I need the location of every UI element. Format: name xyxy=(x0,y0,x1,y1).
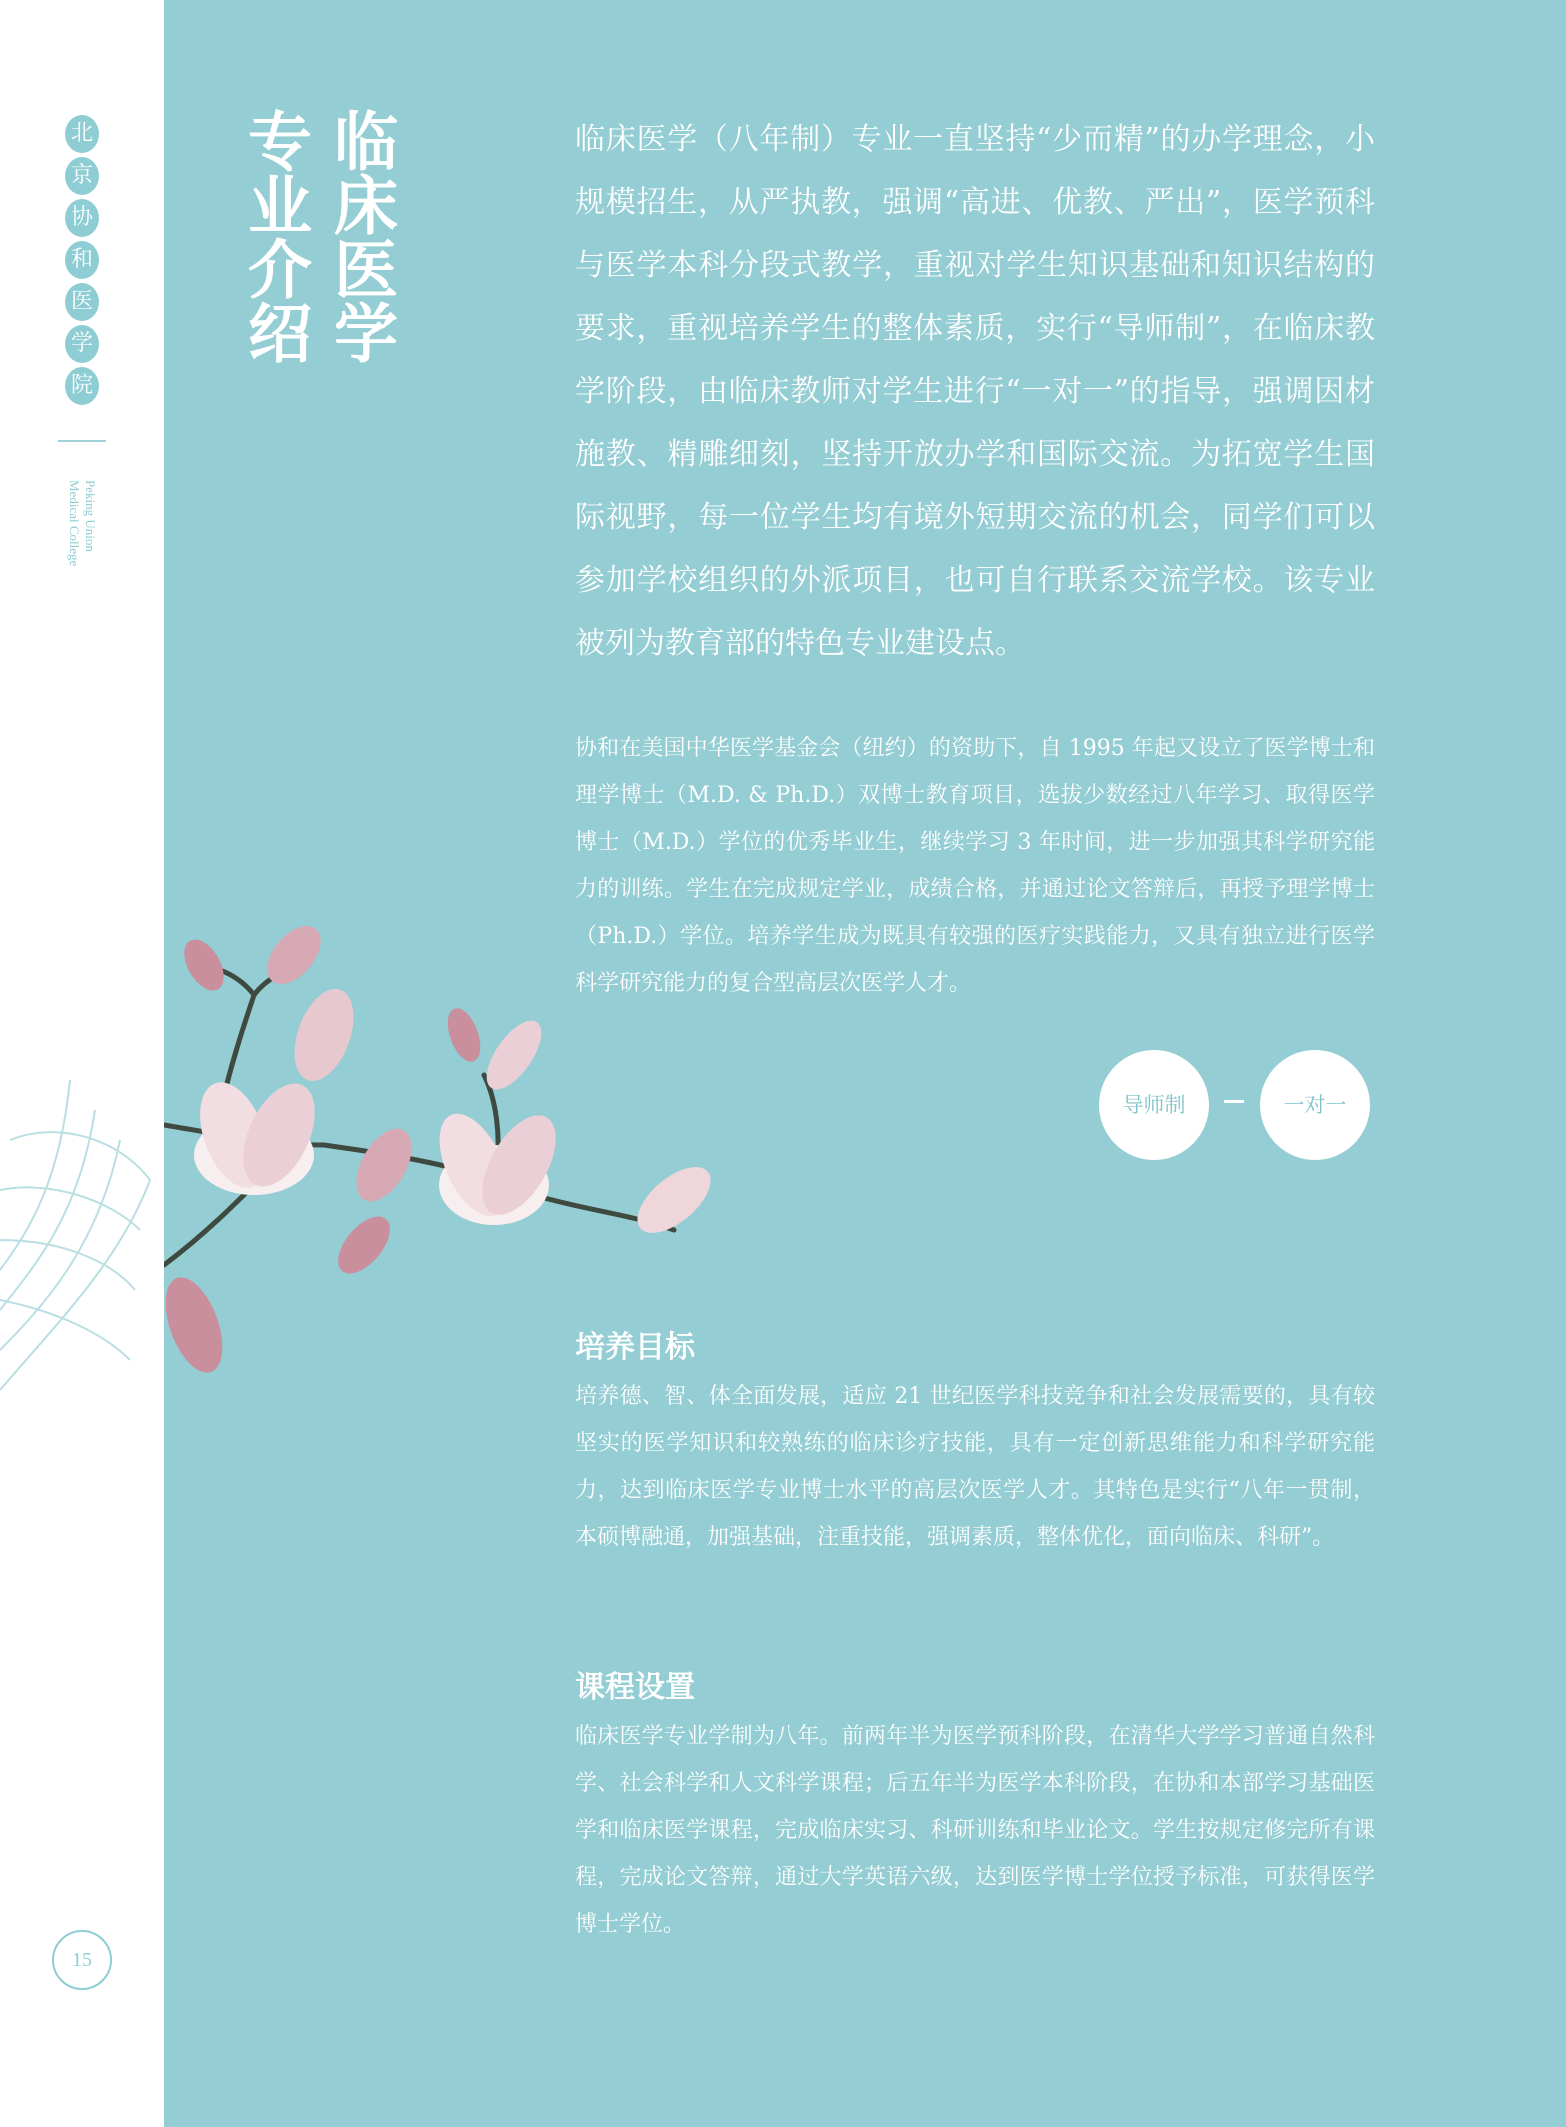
intro-paragraph: 临床医学（八年制）专业一直坚持“少而精”的办学理念，小规模招生，从严执教，强调“高进、优教、严出”，医学预科与医学本科分段式教学，重视对学生知识基础和知识结构的要求，重视培养学生的整体素质，实行“导师制”，在临床教学阶段，由临床教师对学生进行“一对一”的指导，强调因材施教、精雕细刻，坚持开放办学和国际交流。为拓宽学生国际视野，每一位学生均有境外短期交流的机会，同学们可以参加学校组织的外派项目，也可自行联系交流学校。该专业被列为教育部的特色专业建设点。 xyxy=(575,122,1375,661)
main-panel xyxy=(164,0,1566,2127)
goals-heading: 培养目标 xyxy=(575,1330,695,1365)
seal-char: 和 xyxy=(65,241,99,279)
curriculum-paragraph: 临床医学专业学制为八年。前两年半为医学预科阶段，在清华大学学习普通自然科学、社会科学和人文科学课程；后五年半为医学本科阶段，在协和本部学习基础医学和临床医学课程，完成临床实习、科研训练和毕业论文。学生按规定修完所有课程，完成论文答辩，通过大学英语六级，达到医学博士学位授予标准，可获得医学博士学位。 xyxy=(575,1724,1375,1937)
magnolia-branch-illustration xyxy=(164,925,784,1445)
seal-char: 京 xyxy=(65,157,99,195)
seal-char: 北 xyxy=(65,115,99,153)
divider xyxy=(58,440,106,442)
leaf-outline-decoration xyxy=(0,1060,164,1420)
sidebar xyxy=(0,0,164,2127)
goals-paragraph: 培养德、智、体全面发展，适应 21 世纪医学科技竞争和社会发展需要的，具有较坚实的医学知识和较熟练的临床诊疗技能，具有一定创新思维能力和科学研究能力，达到临床医学专业博士水平的高层次医学人才。其特色是实行“八年一贯制，本硕博融通，加强基础，注重技能，强调素质，整体优化，面向临床、科研”。 xyxy=(575,1384,1375,1550)
badge-connector xyxy=(1224,1100,1244,1103)
seal-char: 院 xyxy=(65,367,99,405)
mentor-system-badge: 导师制 xyxy=(1099,1050,1209,1160)
page-title-line1: 临床医学 xyxy=(323,108,398,364)
english-line: Medical College xyxy=(67,480,82,567)
page-number: 15 xyxy=(52,1930,112,1990)
curriculum-heading: 课程设置 xyxy=(575,1670,695,1705)
english-line: Peking Union xyxy=(83,480,98,552)
college-english-name xyxy=(66,480,98,566)
seal-char: 医 xyxy=(65,283,99,321)
page-title-line2: 专业介绍 xyxy=(237,108,312,364)
seal-char: 协 xyxy=(65,199,99,237)
phd-program-paragraph: 协和在美国中华医学基金会（纽约）的资助下，自 1995 年起又设立了医学博士和理学博士（M.D. & Ph.D.）双博士教育项目，选拔少数经过八年学习、取得医学博士（M.D.）学位的优秀毕业生，继续学习 3 年时间，进一步加强其科学研究能力的训练。学生在完成规定学业，成绩合格，并通过论文答辩后，再授予理学博士（Ph.D.）学位。培养学生成为既具有较强的医疗实践能力，又具有独立进行医学科学研究能力的复合型高层次医学人才。 xyxy=(575,736,1375,996)
seal-char: 学 xyxy=(65,325,99,363)
one-on-one-badge: 一对一 xyxy=(1260,1050,1370,1160)
college-seal-logo xyxy=(63,115,101,405)
